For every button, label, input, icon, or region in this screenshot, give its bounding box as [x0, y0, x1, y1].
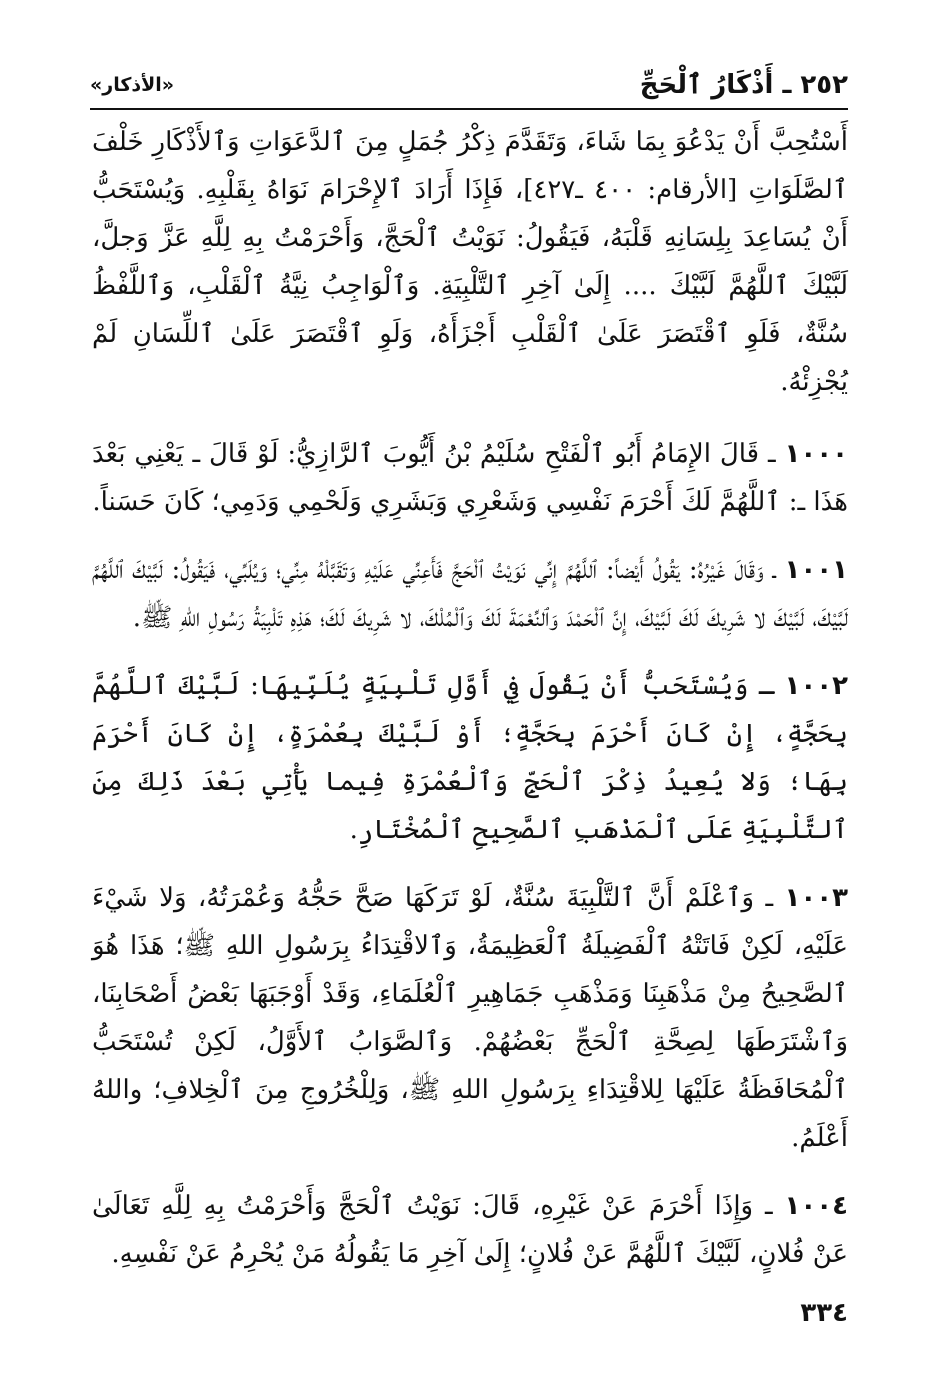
paragraph-text: ـ وَٱعْلَمْ أَنَّ ٱلتَّلْبِيَةَ سُنَّةٌ، لَوْ تَرَكَهَا صَحَّ حَجُّهُ وَعُمْرَتُهُ، وَلا شَيْءَ عَلَيْهِ، لَكِنْ فَاتَتْهُ ٱلْفَضِيلَةُ ٱلْعَظِيمَةُ، وَٱلاقْتِدَاءُ بِرَسُولِ اللهِ ﷺ؛ هَذَا هُوَ ٱلصَّحِيحُ مِنْ مَذْهَبِنَا وَمَذْهَبِ جَمَاهِيرِ ٱلْعُلَمَاءِ، وَقَدْ أَوْجَبَهَا بَعْضُ أَصْحَابِنَا، وَٱشْتَرَطَهَا لِصِحَّةِ ٱلْحَجِّ بَعْضُهُمْ. وَٱلصَّوَابُ ٱلأَوَّلُ، لَكِنْ تُسْتَحَبُّ ٱلْمُحَافَظَةُ عَلَيْهَا لِلاقْتِدَاءِ بِرَسُولِ اللهِ ﷺ، وَلِلْخُرُوجِ مِنَ ٱلْخِلافِ؛ واللهُ أَعْلَمُ.	[92, 883, 849, 1153]
paragraph-1004	[92, 1182, 848, 1278]
chapter-title: ٢٥٢ ـ أَذْكَارُ ٱلْحَجِّ	[639, 70, 848, 100]
main-text	[92, 118, 848, 1298]
paragraph-text: أَسْتُحِبَّ أَنْ يَدْعُوَ بِمَا شَاءَ، وَتَقَدَّمَ ذِكْرُ جُمَلٍ مِنَ ٱلدَّعَوَاتِ وَٱلأَذْكَارِ خَلْفَ ٱلصَّلَوَاتِ [الأرقام: ٤٠٠ ـ٤٢٧]، فَإِذَا أَرَادَ ٱلإِحْرَامَ نَوَاهُ بِقَلْبِهِ. وَيُسْتَحَبُّ أَنْ يُسَاعِدَ بِلِسَانِهِ قَلْبَهُ، فَيَقُولُ: نَوَيْتُ ٱلْحَجَّ، وَأَحْرَمْتُ بِهِ لِلَّهِ عَزَّ وَجلَّ، لَبَّيْكَ ٱللَّهُمَّ لَبَّيْكَ .... إِلَىٰ آخِرِ ٱلتَّلْبِيَةِ. وَٱلْوَاجِبُ نِيَّةُ ٱلْقَلْبِ، وَٱللَّفْظُ سُنَّةٌ، فَلَوِ ٱقْتَصَرَ عَلَىٰ ٱلْقَلْبِ أَجْزَأَهُ، وَلَوِ ٱقْتَصَرَ عَلَىٰ ٱللِّسَانِ لَمْ يُجْزِئْهُ.	[92, 127, 848, 397]
paragraph-number: ١٠٠٢	[784, 671, 848, 701]
running-header	[90, 68, 848, 110]
paragraph-text: ـ وَيُسْتَحَبُّ أَنْ يَقُولَ فِي أَوَّلِ تَلْبِيَةٍ يُلَبِّيهَا: لَبَّيْكَ ٱللَّهُمَّ بِحَجَّةٍ، إِنْ كَانَ أَحْرَمَ بِحَجَّةٍ؛ أَوْ لَبَّيْكَ بِعُمْرَةٍ، إِنْ كَانَ أَحْرَمَ بِهَا؛ وَلا يُعِيدُ ذِكْرَ ٱلْحَجِّ وَٱلْعُمْرَةِ فِيما يَأْتِي بَعْدَ ذَلِكَ مِنَ ٱلتَّلْبِيَةِ عَلَى ٱلْمَذْهَبِ ٱلصَّحِيحِ ٱلْمُخْتَارِ.	[92, 671, 848, 845]
paragraph-number: ١٠٠٣	[784, 883, 849, 913]
paragraph-number: ١٠٠٤	[784, 1191, 849, 1221]
paragraph-text: ـ وَقَالَ غَيْرُهُ: يَقُولُ أَيْضاً: ٱللَّهُمَّ إِنِّي نَوَيْتُ ٱلْحَجَّ فَأَعِنِّي عَلَيْهِ وَتَقَبَّلْهُ مِنِّي؛ وَيُلَبِّي، فَيَقُولُ: لَبَّيْكَ ٱللَّهُمَّ لَبَّيْكَ، لَبَّيْكَ لا شَرِيكَ لَكَ لَبَّيْكَ، إِنَّ ٱلْحَمْدَ وَٱلنِّعْمَةَ لَكَ وَٱلْمُلْكَ، لا شَرِيكَ لَكَ؛ هَذِهِ تَلْبِيَةُ رَسُولِ اللهِ ﷺ.	[92, 555, 848, 633]
paragraph-number: ١٠٠٠	[784, 439, 849, 469]
paragraph-1003	[92, 874, 848, 1162]
paragraph-text: ـ وَإِذَا أَحْرَمَ عَنْ غَيْرِهِ، قَالَ: نَوَيْتُ ٱلْحَجَّ وَأَحْرَمْتُ بِهِ لِلَّهِ تَعَالَىٰ عَنْ فُلانٍ، لَبَّيْكَ ٱللَّهُمَّ عَنْ فُلانٍ؛ إِلَىٰ آخِرِ مَا يَقُولُهُ مَنْ يُحْرِمُ عَنْ نَفْسِهِ.	[92, 1191, 848, 1269]
paragraph-intro	[92, 118, 848, 406]
paragraph-1002	[92, 662, 848, 854]
book-title: «الأذكار»	[90, 74, 175, 96]
paragraph-1000	[92, 430, 848, 526]
paragraph-1001	[92, 546, 848, 642]
page-number: ٣٣٤	[800, 1298, 848, 1328]
paragraph-text: ـ قَالَ الإِمَامُ أَبُو ٱلْفَتْحِ سُلَيْمُ بْنُ أَيُّوبَ ٱلرَّازِيُّ: لَوْ قَالَ ـ يَعْنِي بَعْدَ هَذَا ـ: ٱللَّهُمَّ لَكَ أَحْرَمَ نَفْسِي وَشَعْرِي وَبَشَرِي وَلَحْمِي وَدَمِي؛ كَانَ حَسَناً.	[92, 439, 848, 517]
paragraph-number: ١٠٠١	[784, 555, 849, 585]
